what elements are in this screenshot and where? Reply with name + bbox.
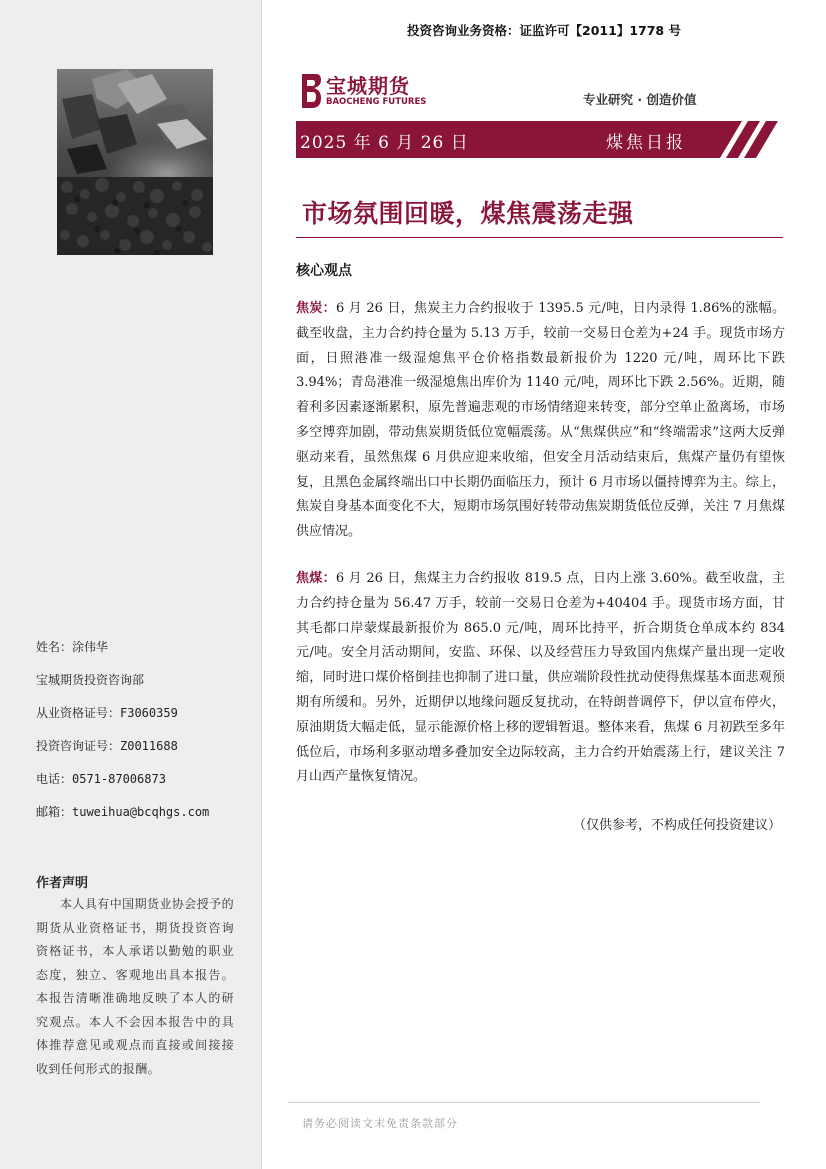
paragraph-coke xyxy=(296,297,785,545)
footer-divider xyxy=(288,1102,760,1103)
author-email[interactable]: 邮箱：tuweihua@bcqhgs.com xyxy=(36,805,210,819)
author-qualification: 从业资格证号：F3060359 xyxy=(36,706,178,720)
paragraph-lead: 焦炭： xyxy=(296,301,336,316)
declaration-body: 本人具有中国期货业协会授予的期货从业资格证书，期货投资咨询资格证书，本人承诺以勤勉的职业态度，独立、客观地出具本报告。本报告清晰准确地反映了本人的研究观点。本人不会因本报告中的具体推荐意见或观点而直接或间接接收到任何形式的报酬。 xyxy=(36,897,234,1076)
headline: 市场氛围回暖，煤焦震荡走强 xyxy=(302,199,634,228)
report-type: 煤焦日报 xyxy=(606,133,686,153)
footer-notice: 请务必阅读文末免责条款部分 xyxy=(302,1117,458,1130)
author-phone: 电话：0571-87006873 xyxy=(36,772,166,786)
disclaimer: （仅供参考，不构成任何投资建议） xyxy=(572,818,781,833)
author-dept: 宝城期货投资咨询部 xyxy=(36,673,145,687)
logo-mark-icon xyxy=(298,72,322,110)
paragraph-lead: 焦煤： xyxy=(296,571,336,586)
paragraph-text: 6 月 26 日，焦炭主力合约报收于 1395.5 元/吨，日内录得 1.86%的涨幅。截至收盘，主力合约持仓量为 5.13 万手，较前一交易日仓差为+24 手。现货市场方面，日照港准一级湿熄焦平仓价格指数最新报价为 1220 元/吨，周环比下跌 3.94%；青岛港准一级湿熄焦出库价为 1140 元/吨，周环比下跌 2.56%。近期，随着利多因素逐渐累积，原先普遍悲观的市场情绪迎来转变，部分空单止盈离场，市场多空博弈加剧，带动焦炭期货低位宽幅震荡。从“焦煤供应”和“终端需求”这两大反弹驱动来看，虽然焦煤 6 月供应迎来收缩，但安全月活动结束后，焦煤产量仍有望恢复，且黑色金属终端出口中长期仍面临压力，预计 6 月市场以僵持博弈为主。综上，焦炭自身基本面变化不大，短期市场氛围好转带动焦炭期货低位反弹，关注 7 月焦煤供应情况。 xyxy=(296,301,785,540)
coal-image-icon xyxy=(57,69,213,255)
section-title: 核心观点 xyxy=(296,263,352,279)
company-logo xyxy=(298,70,448,114)
author-name: 姓名：涂伟华 xyxy=(36,640,109,654)
headline-divider xyxy=(296,237,783,238)
logo-text-en: BAOCHENG FUTURES xyxy=(326,97,427,107)
report-date: 2025 年 6 月 26 日 xyxy=(300,133,469,153)
paragraph-coking-coal xyxy=(296,567,785,790)
coal-photo xyxy=(57,69,213,255)
slogan: 专业研究 · 创造价值 xyxy=(583,92,697,107)
paragraph-text: 6 月 26 日，焦煤主力合约报收 819.5 点，日内上涨 3.60%。截至收盘，主力合约持仓量为 56.47 万手，较前一交易日仓差为+40404 手。现货市场方面，甘其毛都口岸蒙煤最新报价为 865.0 元/吨，周环比持平，折合期货仓单成本约 834 元/吨。安全月活动期间，安监、环保、以及经营压力导致国内焦煤产量出现一定收缩，同时进口煤价格倒挂也抑制了进口量，供应端阶段性扰动使得焦煤基本面悲观预期有所缓和。另外，近期伊以地缘问题反复扰动，在特朗普调停下，伊以宣布停火，原油期货大幅走低，显示能源价格上移的逻辑暂退。整体来看，焦煤 6 月初跌至多年低位后，市场利多驱动增多叠加安全边际较高，主力合约开始震荡上行，建议关注 7 月山西产量恢复情况。 xyxy=(296,571,785,785)
date-banner xyxy=(296,121,784,158)
author-info xyxy=(36,638,256,836)
logo-text-cn: 宝城期货 xyxy=(326,74,410,98)
sidebar xyxy=(0,0,262,1169)
license-line: 投资咨询业务资格：证监许可【2011】1778 号 xyxy=(407,23,681,38)
author-consult-license: 投资咨询证号：Z0011688 xyxy=(36,739,178,753)
declaration-title: 作者声明 xyxy=(36,876,89,891)
